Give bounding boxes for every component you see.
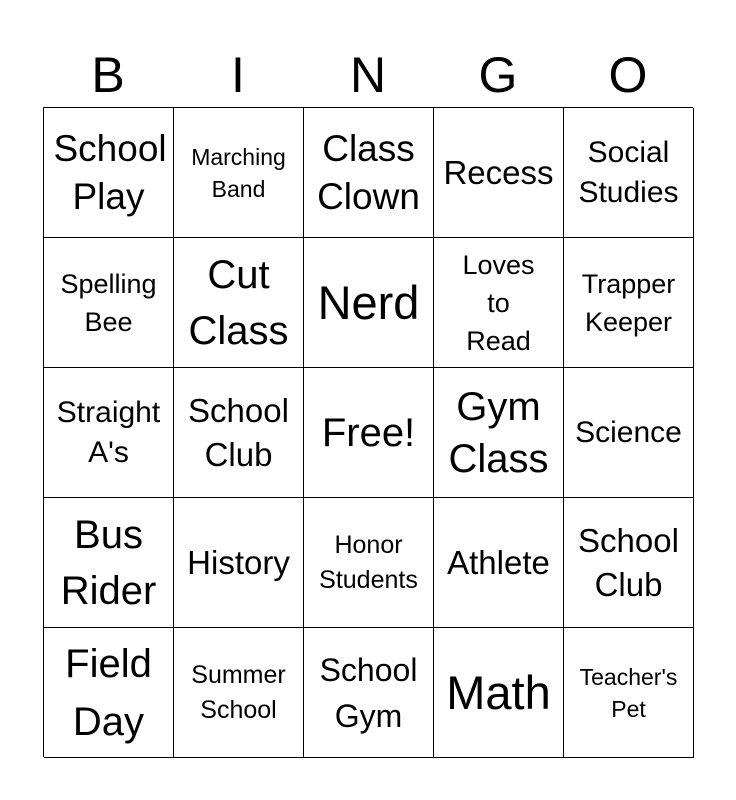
bingo-cell[interactable] [44, 628, 174, 758]
cell-label: Recess [443, 153, 554, 191]
bingo-board [43, 107, 693, 757]
cell-label: Nerd [317, 275, 420, 329]
cell-label: School Play [53, 127, 167, 217]
cell-label: Trapper Keeper [581, 268, 676, 337]
cell-label: History [187, 543, 290, 581]
cell-label: Class Clown [317, 127, 420, 217]
cell-label: Teacher's Pet [579, 663, 678, 722]
cell-label: Athlete [447, 543, 550, 581]
bingo-cell[interactable] [304, 498, 434, 628]
bingo-cell[interactable] [434, 498, 564, 628]
cell-label: Honor Students [319, 530, 418, 594]
header-letter-i: I [231, 47, 245, 103]
cell-label: Math [446, 665, 551, 719]
cell-label: Summer School [191, 660, 286, 724]
bingo-cell[interactable] [564, 108, 694, 238]
bingo-cell[interactable] [434, 628, 564, 758]
bingo-cell[interactable] [44, 368, 174, 498]
bingo-cell[interactable] [564, 498, 694, 628]
cell-label: School Gym [319, 651, 418, 734]
cell-label: School Club [578, 521, 679, 603]
bingo-cell[interactable] [174, 108, 304, 238]
cell-label: Marching Band [191, 143, 286, 202]
bingo-cell[interactable] [174, 628, 304, 758]
header-letter-b: B [91, 47, 125, 103]
bingo-cell[interactable] [174, 238, 304, 368]
bingo-cell[interactable] [44, 498, 174, 628]
cell-label: Science [575, 415, 682, 449]
bingo-cell[interactable] [44, 108, 174, 238]
bingo-cell[interactable] [304, 108, 434, 238]
bingo-cell[interactable] [44, 238, 174, 368]
bingo-cell[interactable] [564, 368, 694, 498]
bingo-header [43, 46, 693, 104]
bingo-cell[interactable] [434, 368, 564, 498]
bingo-cell[interactable] [434, 238, 564, 368]
bingo-cell[interactable] [564, 238, 694, 368]
header-letter-n: N [349, 47, 387, 103]
header-letter-o: O [608, 47, 648, 103]
cell-label: Loves to Read [462, 249, 535, 356]
bingo-cell[interactable] [174, 498, 304, 628]
cell-label: Field Day [65, 641, 152, 744]
cell-label: Bus Rider [60, 512, 157, 613]
cell-label: School Club [188, 391, 289, 473]
cell-label: Gym Class [448, 384, 549, 481]
bingo-cell[interactable] [304, 368, 434, 498]
cell-label: Spelling Bee [60, 268, 157, 337]
bingo-cell[interactable] [304, 238, 434, 368]
cell-label: Social Studies [578, 135, 679, 209]
bingo-cell[interactable] [564, 628, 694, 758]
header-letter-g: G [478, 47, 518, 103]
bingo-cell[interactable] [304, 628, 434, 758]
cell-label: Straight A's [56, 395, 161, 469]
cell-label: Free! [321, 410, 416, 455]
cell-label: Cut Class [188, 252, 289, 353]
bingo-cell[interactable] [434, 108, 564, 238]
bingo-cell[interactable] [174, 368, 304, 498]
